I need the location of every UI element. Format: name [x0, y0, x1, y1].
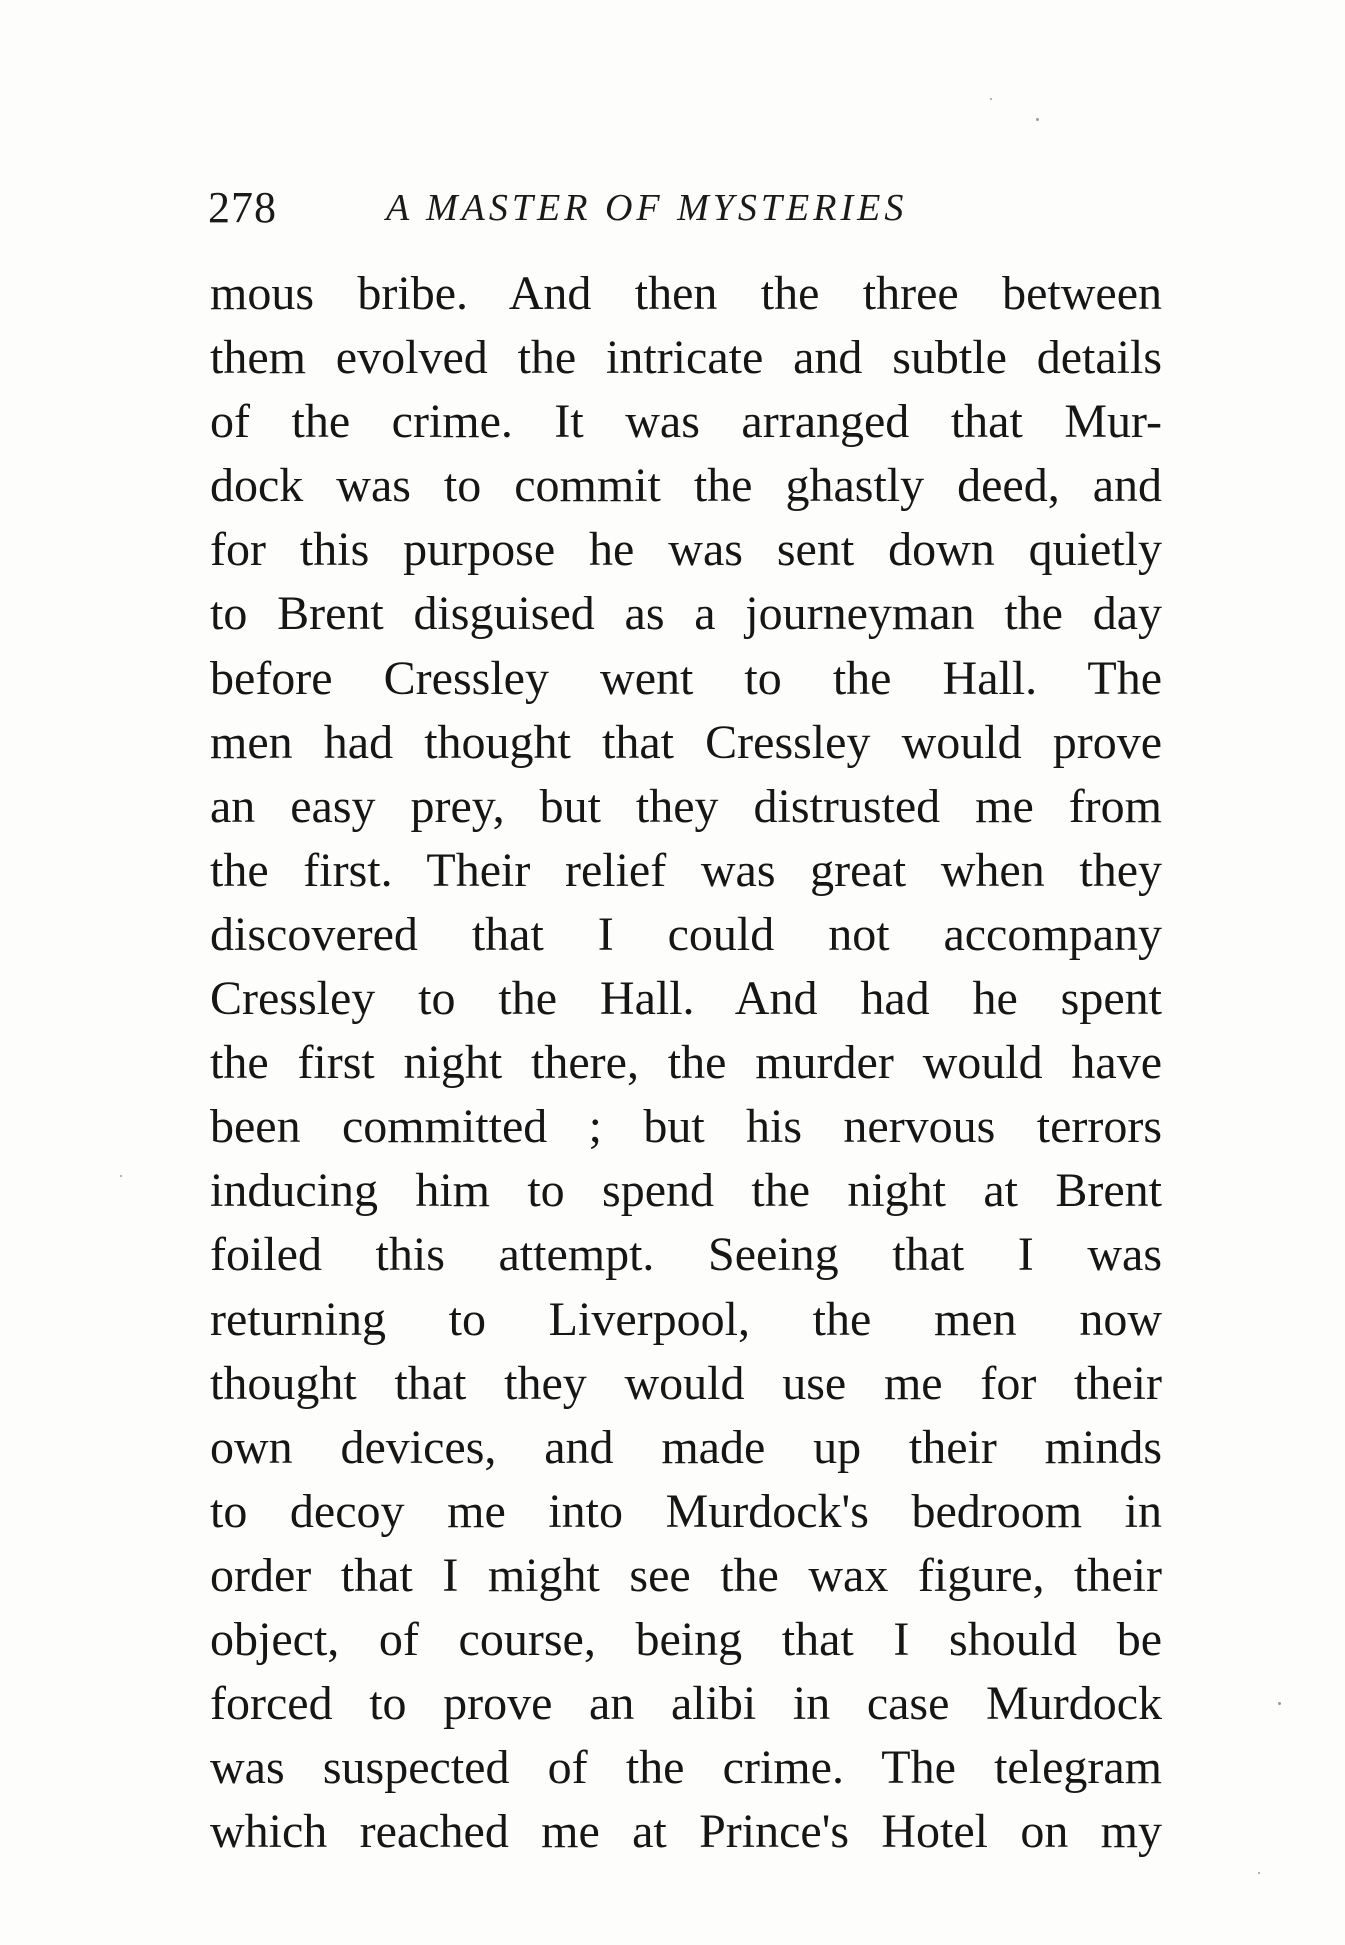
running-title: A MASTER OF MYSTERIES — [386, 187, 908, 229]
body-text — [210, 262, 1162, 1864]
text-line: object, of course, being that I should be — [210, 1612, 1162, 1666]
paper-speck — [1258, 1872, 1260, 1874]
paper-speck — [1278, 1702, 1281, 1705]
paper-speck — [120, 1175, 122, 1177]
text-line: been committed ; but his nervous terrors — [210, 1100, 1162, 1154]
text-line: the first. Their relief was great when they — [210, 843, 1162, 897]
text-line: an easy prey, but they distrusted me from — [210, 779, 1162, 833]
text-line: was suspected of the crime. The telegram — [210, 1741, 1162, 1795]
text-line: discovered that I could not accompany — [210, 907, 1162, 961]
text-line: mous bribe. And then the three between — [210, 267, 1162, 320]
text-line: the first night there, the murder would have — [210, 1036, 1162, 1090]
text-line: for this purpose he was sent down quietly — [210, 523, 1162, 577]
text-line: inducing him to spend the night at Brent — [210, 1164, 1162, 1218]
page-number: 278 — [208, 183, 277, 232]
text-line: order that I might see the wax figure, their — [210, 1548, 1162, 1602]
text-line: to Brent disguised as a journeyman the day — [210, 587, 1162, 641]
text-line: returning to Liverpool, the men now — [210, 1292, 1162, 1346]
text-line: which reached me at Prince's Hotel on my — [210, 1805, 1162, 1859]
text-line: own devices, and made up their minds — [210, 1420, 1162, 1474]
text-line: foiled this attempt. Seeing that I was — [210, 1228, 1162, 1282]
text-line: before Cressley went to the Hall. The — [210, 651, 1162, 705]
text-line: forced to prove an alibi in case Murdock — [210, 1677, 1162, 1731]
paper-speck — [1036, 118, 1039, 121]
text-line: dock was to commit the ghastly deed, and — [210, 459, 1162, 513]
text-line: to decoy me into Murdock's bedroom in — [210, 1484, 1162, 1538]
paper-speck — [990, 98, 992, 100]
text-line: men had thought that Cressley would prove — [210, 715, 1162, 769]
text-line: of the crime. It was arranged that Mur- — [210, 395, 1162, 449]
text-line: Cressley to the Hall. And had he spent — [210, 972, 1162, 1026]
text-line: thought that they would use me for their — [210, 1356, 1162, 1410]
text-line: them evolved the intricate and subtle details — [210, 331, 1162, 385]
running-head — [208, 178, 1168, 238]
